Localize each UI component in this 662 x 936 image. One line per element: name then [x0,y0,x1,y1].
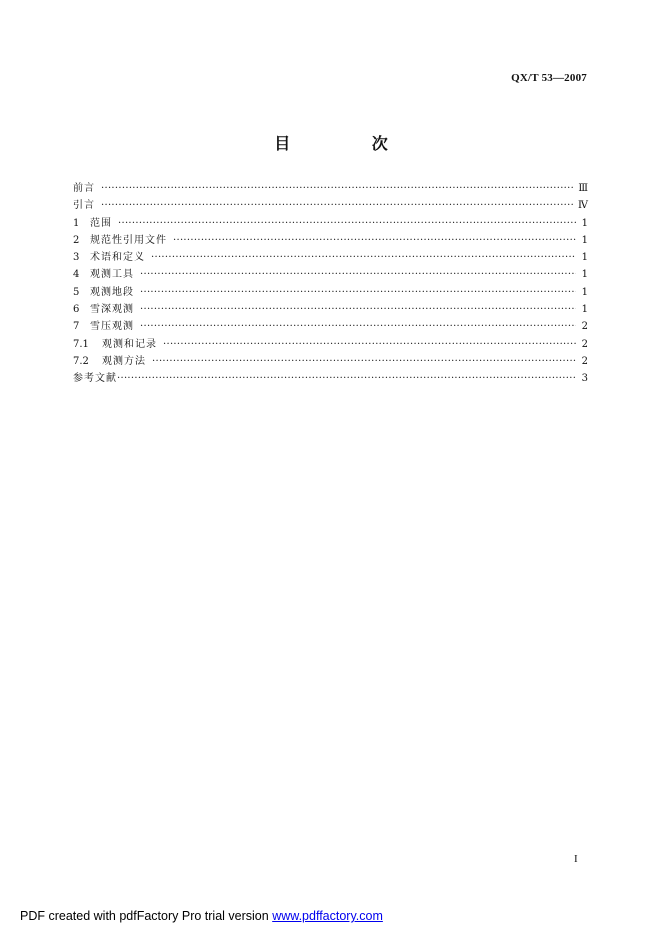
toc-entry-page: Ⅳ [578,200,588,212]
toc-entry-label: 术语和定义 [90,252,145,264]
toc-leader-dots [151,249,576,266]
toc-entry-2[interactable] [73,232,588,249]
toc-entry-label: 引言 [73,200,95,212]
toc-entry-label: 前言 [73,183,95,194]
pdf-footer [20,909,383,923]
toc-entry-label: 雪深观测 [90,304,134,316]
toc-entry-page: 1 [581,217,588,229]
toc-entry-number: 6 [73,304,80,316]
toc-entry-introduction[interactable] [73,197,588,214]
toc-entry-page: Ⅲ [578,183,588,194]
toc-leader-dots [117,370,576,387]
standard-code: QX/T 53—2007 [511,72,587,84]
toc-entry-number: 7.1 [73,338,89,350]
toc-leader-dots [163,336,576,353]
toc-entry-bibliography[interactable] [73,370,588,387]
toc-entry-number: 3 [73,252,80,264]
toc-entry-6[interactable] [73,301,588,318]
toc-entry-page: 3 [581,373,588,385]
toc-entry-label: 观测工具 [90,269,134,281]
toc-entry-page: 1 [581,304,588,316]
toc-leader-dots [140,318,576,335]
toc-entry-4[interactable] [73,266,588,283]
toc-entry-label: 范围 [90,217,112,229]
toc-entry-label: 参考文献 [73,373,117,385]
toc-entry-foreword[interactable] [73,180,588,197]
toc-entry-7-1[interactable] [73,336,588,353]
toc-entry-page: 1 [581,234,588,246]
toc-entry-7-2[interactable] [73,353,588,370]
toc-entry-page: 1 [581,252,588,264]
toc-entry-5[interactable] [73,284,588,301]
table-of-contents [73,180,588,388]
footer-link[interactable]: www.pdffactory.com [272,909,383,923]
toc-leader-dots [140,301,576,318]
toc-entry-7[interactable] [73,318,588,335]
page-number: I [574,853,578,865]
toc-entry-label: 观测方法 [102,355,146,367]
toc-entry-label: 观测地段 [90,286,134,298]
toc-leader-dots [101,197,574,214]
toc-leader-dots [140,266,576,283]
toc-entry-label: 雪压观测 [90,321,134,333]
toc-entry-number: 5 [73,286,80,298]
toc-entry-3[interactable] [73,249,588,266]
toc-entry-1[interactable] [73,215,588,232]
toc-entry-number: 7.2 [73,355,89,367]
toc-entry-page: 2 [581,355,588,367]
toc-entry-label: 规范性引用文件 [90,234,167,246]
toc-entry-label: 观测和记录 [102,338,157,350]
toc-leader-dots [118,215,576,232]
toc-entry-number: 7 [73,321,80,333]
toc-entry-page: 1 [581,286,588,298]
toc-entry-number: 2 [73,234,80,246]
toc-entry-page: 1 [581,269,588,281]
toc-leader-dots [140,284,576,301]
toc-entry-number: 1 [73,217,80,229]
toc-leader-dots [173,232,576,249]
toc-entry-page: 2 [581,321,588,333]
footer-text: PDF created with pdfFactory Pro trial version [20,909,273,923]
toc-title: 目 次 [274,134,426,153]
toc-leader-dots [101,180,574,197]
toc-entry-number: 4 [73,269,80,281]
toc-leader-dots [152,353,576,370]
toc-entry-page: 2 [581,338,588,350]
